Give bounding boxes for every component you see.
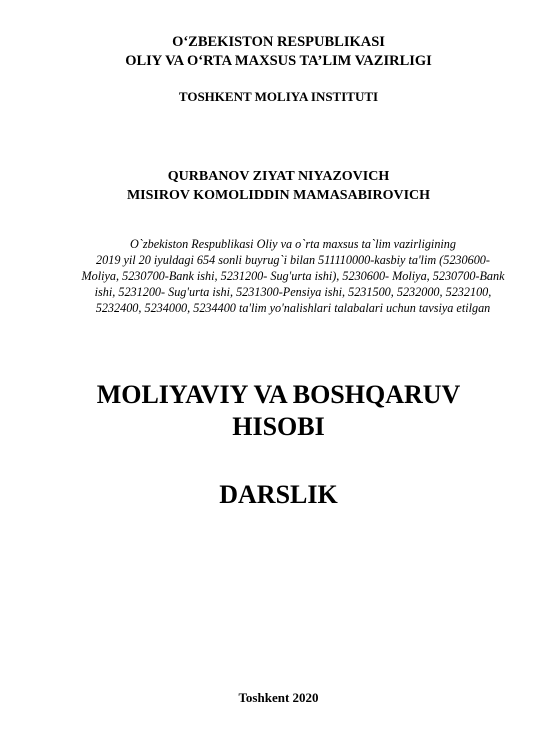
author-1: QURBANOV ZIYAT NIYAZOVICH [167,169,390,184]
city-year: Toshkent 2020 [238,690,319,705]
author-2: MISIROV KOMOLIDDIN MAMASABIROVICH [126,188,431,203]
institute-name: TOSHKENT MOLIYA INSTITUTI [178,89,379,104]
ministry-line-1: O‘ZBEKISTON RESPUBLIKASI [172,34,385,50]
approval-line-5: 5232400, 5234000, 5234400 ta'lim yo'nalishlari talabalari uchun tavsiya etilgan [95,301,491,315]
approval-note [52,236,534,316]
ministry-line-2: OLIY VA O‘RTA MAXSUS TA’LIM VAZIRLIGI [125,53,432,69]
approval-line-2: 2019 yil 20 iyuldagi 654 sonli buyrug`i bilan 511110000-kasbiy ta'lim (5230600- [96,253,490,267]
book-type: DARSLIK [219,480,338,509]
book-title-line-1: MOLIYAVIY VA BOSHQARUV [96,380,461,409]
approval-line-1: O`zbekiston Respublikasi Oliy va o`rta maxsus ta`lim vazirligining [130,237,456,251]
approval-line-3: Moliya, 5230700-Bank ishi, 5231200- Sug'urta ishi), 5230600- Moliya, 5230700-Bank [81,269,505,283]
book-title-line-2: HISOBI [232,412,325,441]
approval-line-4: ishi, 5231200- Sug'urta ishi, 5231300-Pensiya ishi, 5231500, 5232000, 5232100, [94,285,492,299]
